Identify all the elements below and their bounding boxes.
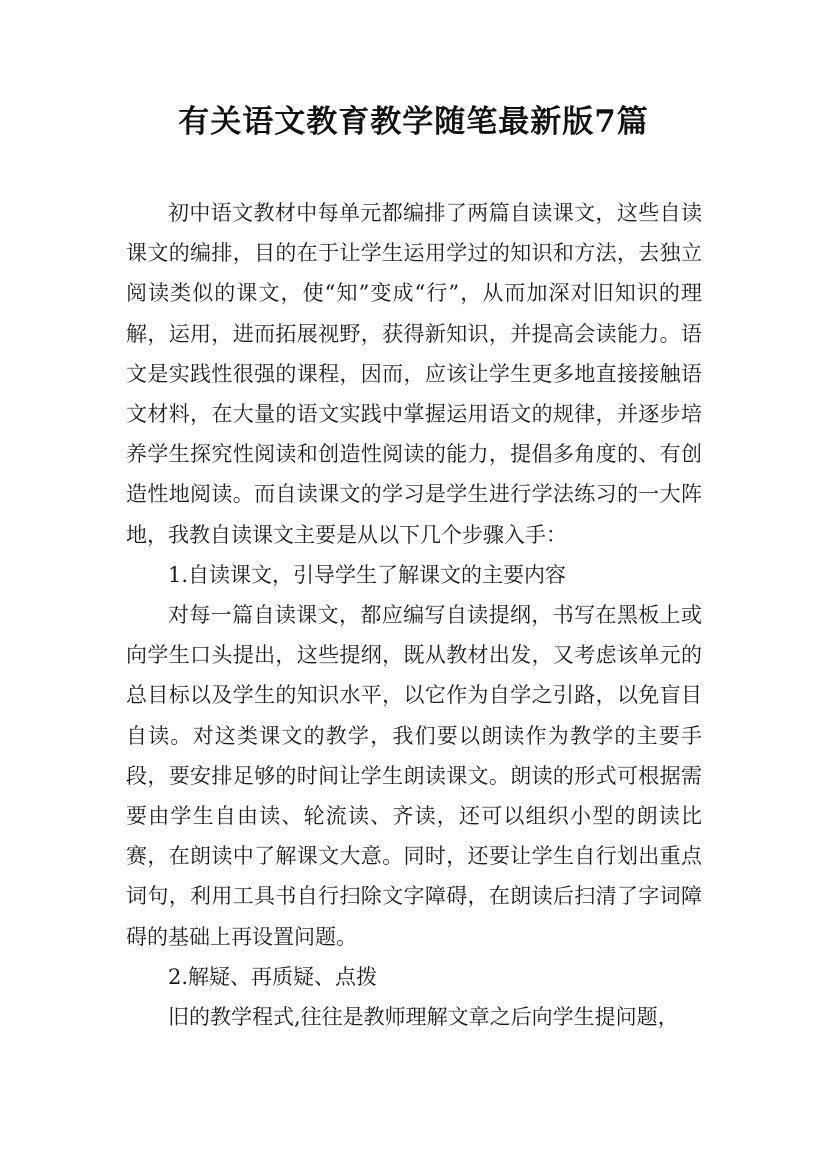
paragraph-intro: 初中语文教材中每单元都编排了两篇自读课文，这些自读课文的编排，目的在于让学生运用学过的知识和方法，去独立阅读类似的课文，使“知”变成“行”，从而加深对旧知识的理解，运用，进而拓展视野，获得新知识，并提高会读能力。语文是实践性很强的课程，因而，应该让学生更多地直接接触语文材料，在大量的语文实践中掌握运用语文的规律，并逐步培养学生探究性阅读和创造性阅读的能力，提倡多角度的、有创造性地阅读。而自读课文的学习是学生进行学法练习的一大阵地，我教自读课文主要是从以下几个步骤入手： [126,201,702,547]
paragraph-section-1: 对每一篇自读课文，都应编写自读提纲，书写在黑板上或向学生口头提出，这些提纲，既从教材出发，又考虑该单元的总目标以及学生的知识水平，以它作为自学之引路，以免盲目自读。对这类课文的教学，我们要以朗读作为教学的主要手段，要安排足够的时间让学生朗读课文。朗读的形式可根据需要由学生自由读、轮流读、齐读，还可以组织小型的朗读比赛，在朗读中了解课文大意。同时，还要让学生自行划出重点词句，利用工具书自行扫除文字障碍，在朗读后扫清了字词障碍的基础上再设置问题。 [126,603,702,949]
document-title: 有关语文教育教学随笔最新版7篇 [178,104,649,140]
section-heading-2: 2.解疑、再质疑、点拨 [168,964,378,989]
paragraph-section-2: 旧的教学程式,往往是教师理解文章之后向学生提问题， [168,1005,679,1030]
document-body [126,193,702,1037]
section-heading-1: 1.自读课文，引导学生了解课文的主要内容 [168,562,567,587]
